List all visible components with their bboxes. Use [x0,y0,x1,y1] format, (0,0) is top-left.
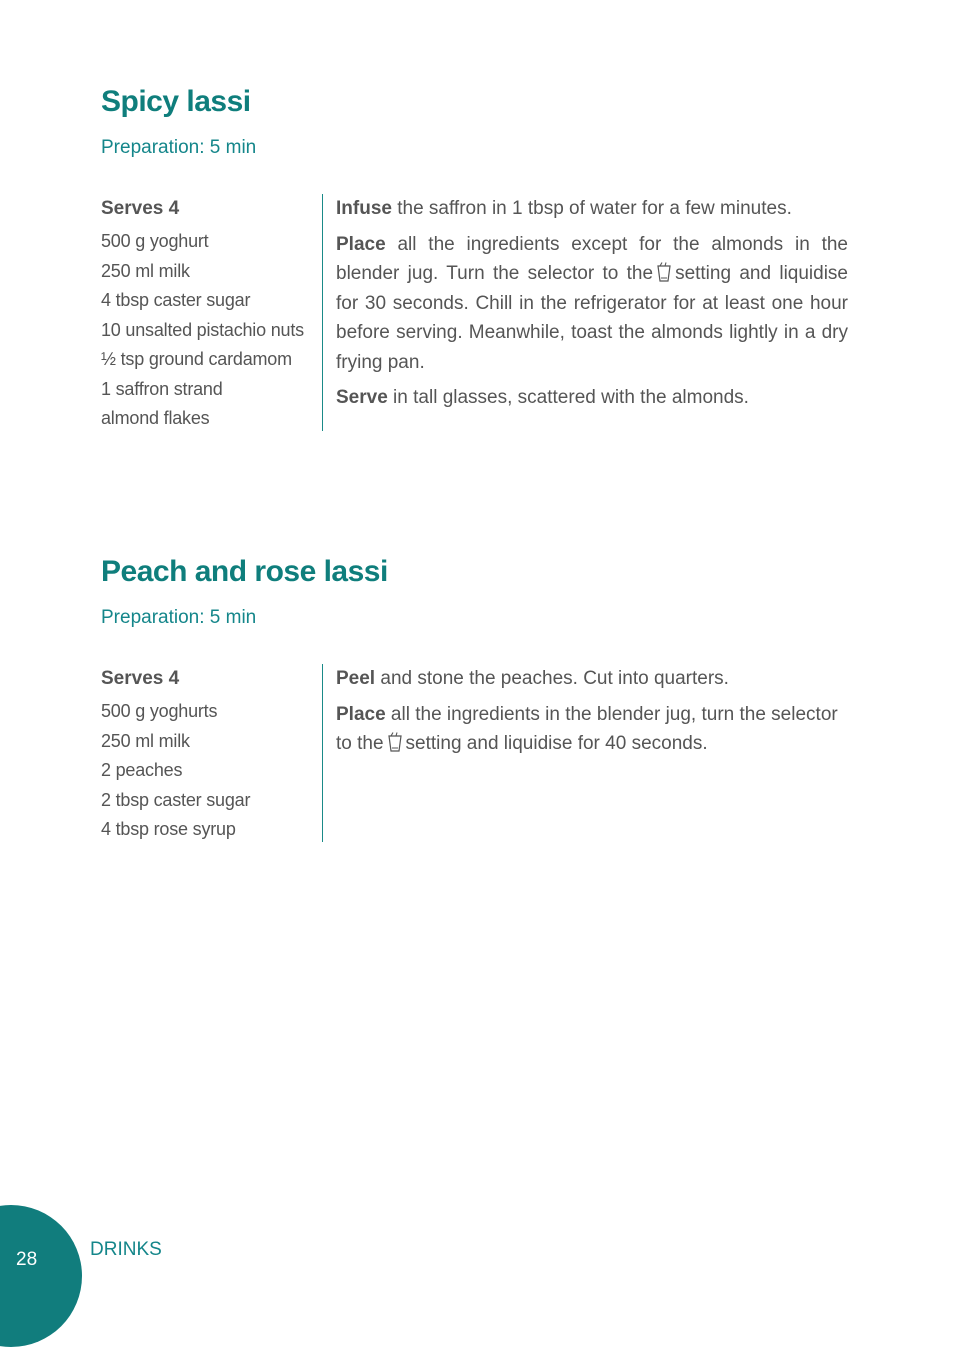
method-step [336,383,848,413]
ingredient-item: 250 ml milk [101,260,190,281]
ingredient-item: 1 saffron strand [101,378,223,399]
step-verb: Serve [336,387,388,408]
page-number: 28 [16,1249,38,1270]
method-steps [336,664,848,765]
ingredient-item: almond flakes [101,408,210,428]
page-number-badge [0,1205,82,1347]
step-verb: Infuse [336,198,392,219]
step-verb: Peel [336,668,376,689]
ingredients-list [101,194,316,434]
column-divider [322,664,323,842]
step-verb: Place [336,703,386,725]
step-text: and stone the peaches. Cut into quarters. [375,668,729,689]
method-step [336,194,848,224]
ingredient-item: 10 unsalted pistachio nuts [101,319,304,340]
section-name: DRINKS [90,1239,162,1260]
step-text: in tall glasses, scattered with the almonds. [387,387,749,408]
step-text: all the ingredients in the blender jug, turn the selector to the [336,703,838,754]
column-divider [322,194,323,431]
ingredient-item: 2 peaches [101,760,183,780]
step-text: setting and liquidise for 40 seconds. [405,733,708,754]
step-verb: Place [336,233,386,255]
method-step [336,700,848,759]
serves-label: Serves 4 [101,668,180,689]
recipe-peach-rose-lassi [101,552,851,839]
method-step [336,664,848,694]
preparation-time: Preparation: 5 min [101,137,257,158]
ingredient-item: 500 g yoghurts [101,701,218,721]
recipe-spicy-lassi [101,82,851,428]
recipe-title: Peach and rose lassi [101,555,388,588]
step-text: all the ingredients except for the almonds in the blender jug. Turn the selector to the [336,233,848,284]
method-steps [336,194,848,419]
step-text: the saffron in 1 tbsp of water for a few minutes. [391,198,792,219]
method-step [336,230,848,378]
ingredient-item: 4 tbsp rose syrup [101,819,236,839]
serves-label: Serves 4 [101,198,180,219]
step-text: setting and liquidise for 30 seconds. Chill in the refrigerator for at least one hour before serving. Meanwhile, toast the almonds lightly in a dry frying pan. [336,263,848,373]
ingredients-list [101,664,316,845]
ingredient-item: ½ tsp ground cardamom [101,349,292,369]
blender-jug-icon [656,262,672,282]
blender-jug-icon [387,732,403,752]
preparation-time: Preparation: 5 min [101,607,257,628]
ingredient-item: 250 ml milk [101,730,190,751]
ingredient-item: 4 tbsp caster sugar [101,290,251,310]
ingredient-item: 500 g yoghurt [101,231,209,251]
recipe-title: Spicy lassi [101,85,251,118]
ingredient-item: 2 tbsp caster sugar [101,789,251,810]
